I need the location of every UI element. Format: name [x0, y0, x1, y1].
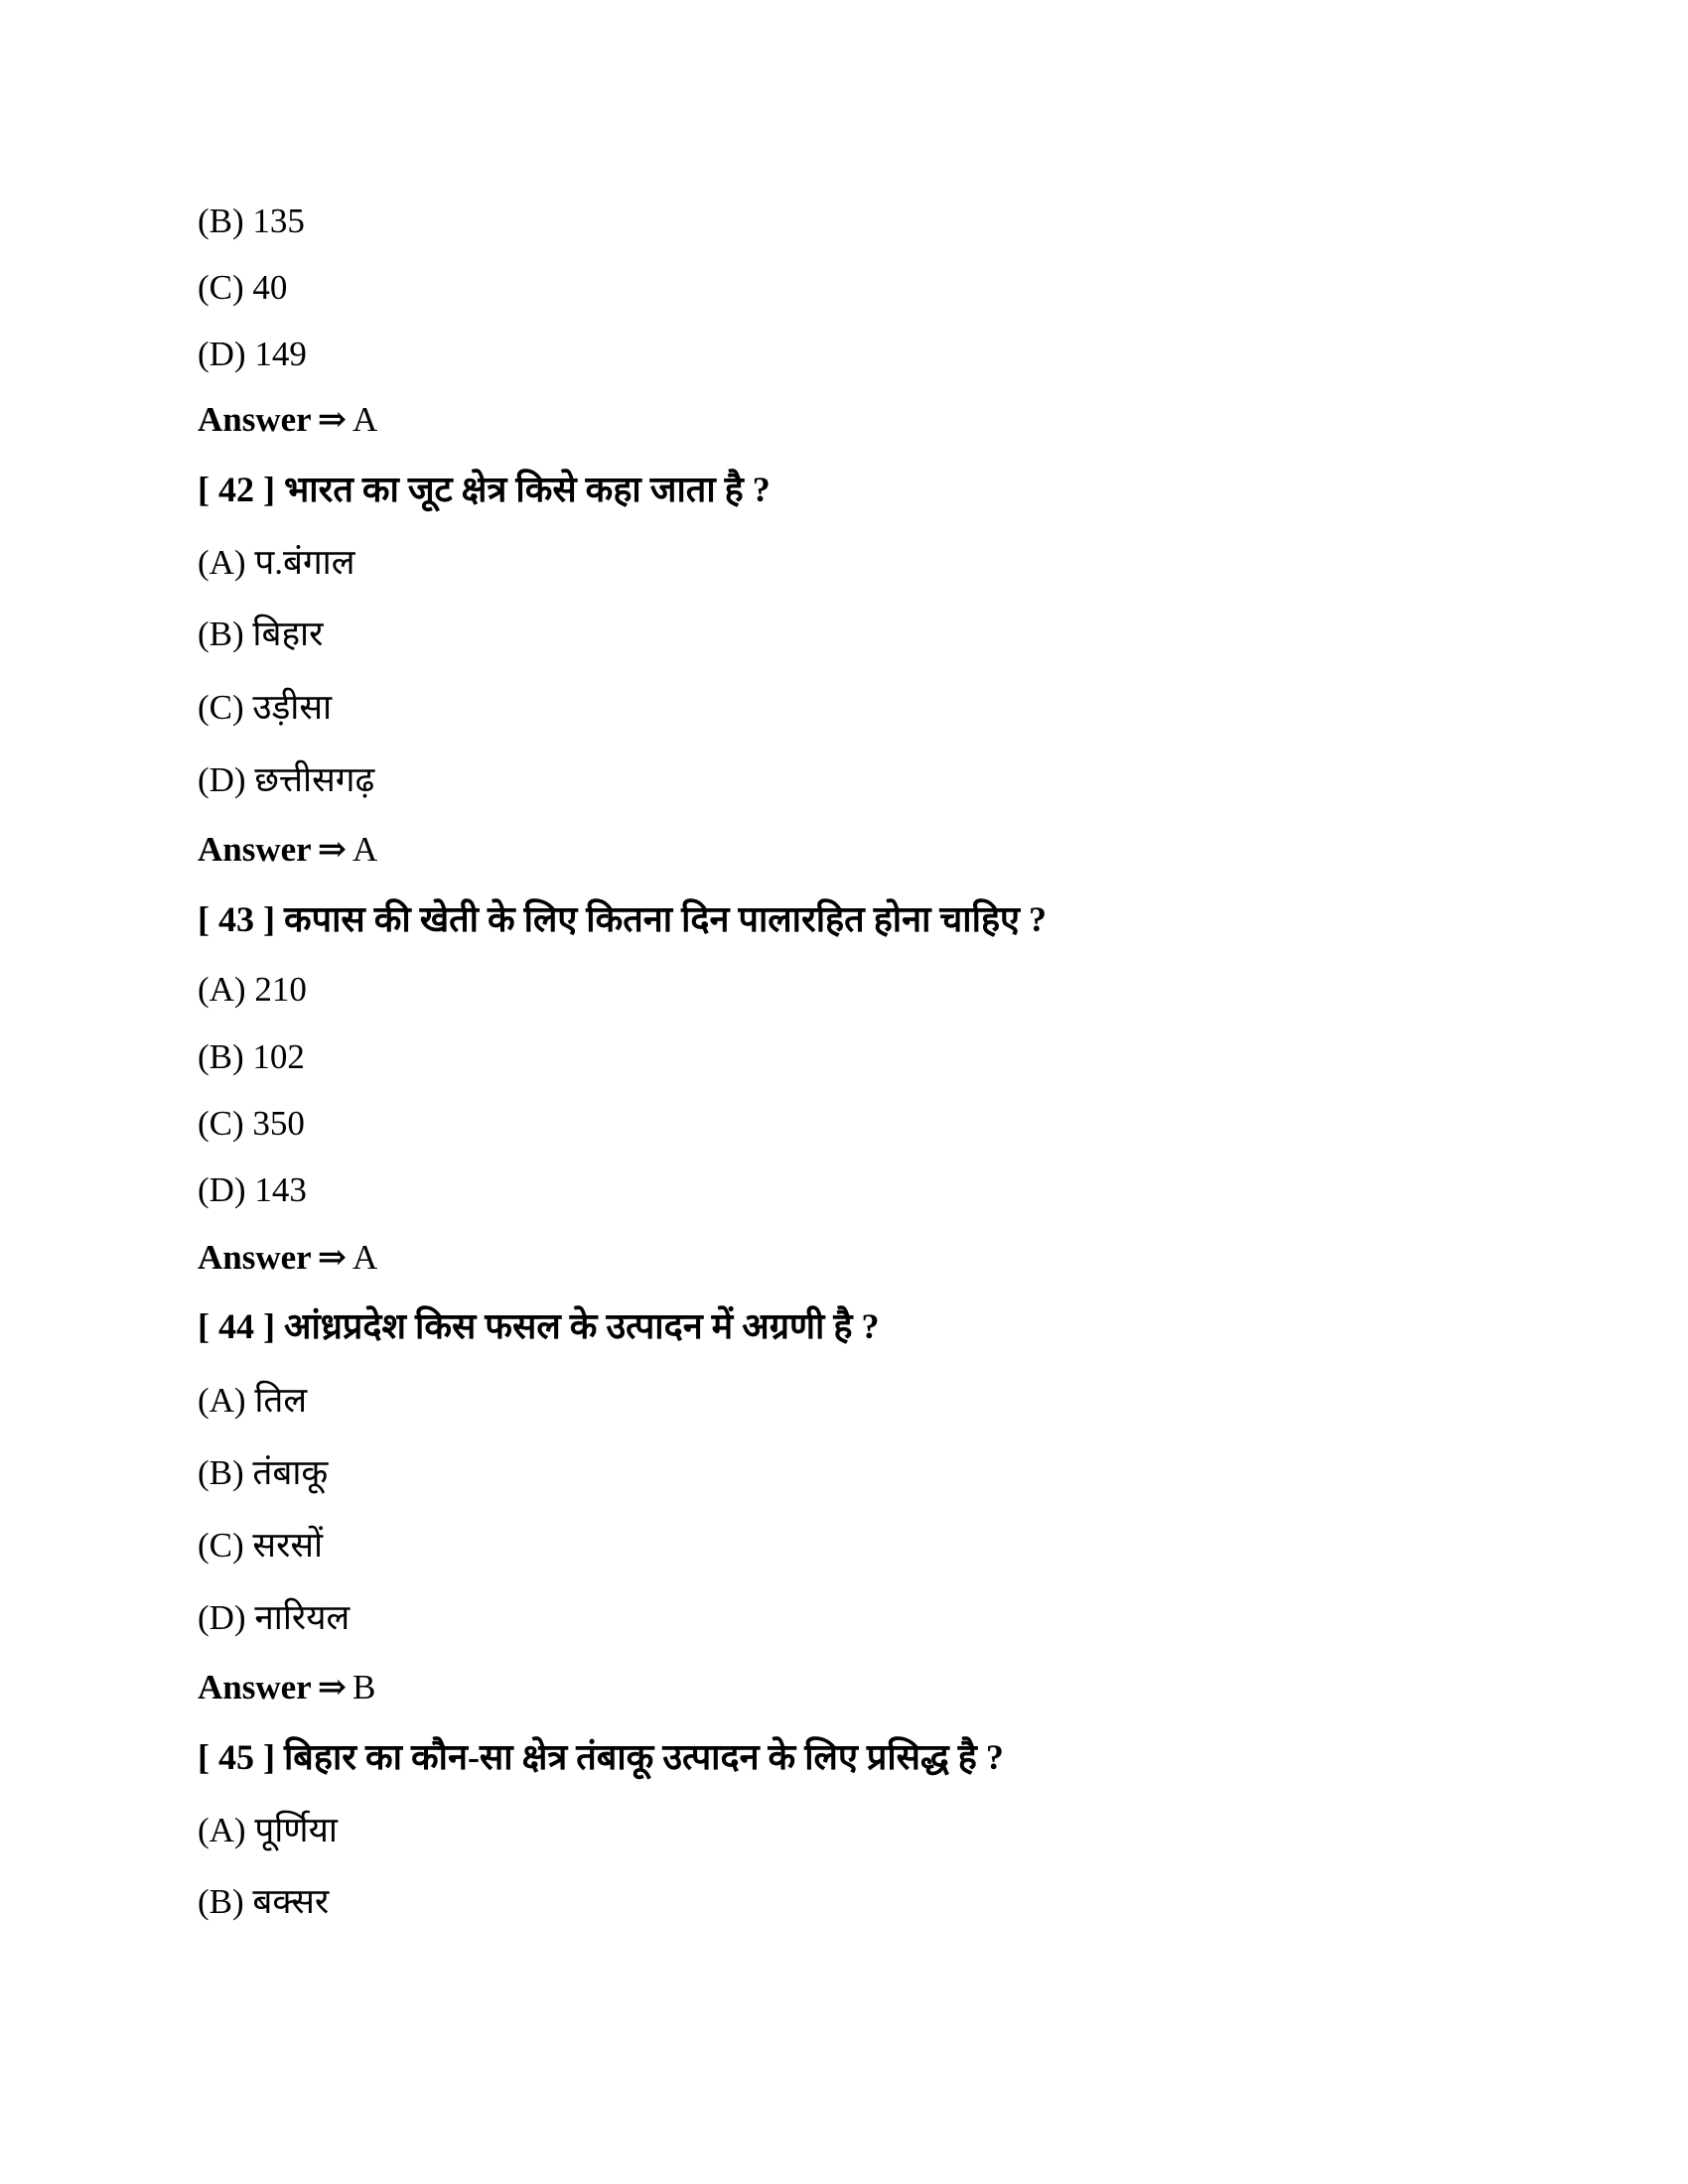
option-text: (D) नारियल: [198, 1598, 351, 1637]
option-text: (A) प.बंगाल: [198, 543, 355, 582]
option-text: (B) तंबाकू: [198, 1453, 329, 1492]
answer-line: [198, 1240, 377, 1275]
answer-value: A: [352, 1238, 378, 1277]
answer-label: Answer: [198, 1238, 312, 1277]
arrow-icon: ⇒: [317, 1238, 348, 1277]
answer-label: Answer: [198, 1668, 312, 1706]
answer-line: [198, 402, 377, 437]
option-text: (B) 135: [198, 202, 305, 240]
option-text: (D) 149: [198, 335, 307, 373]
question-text: [ 42 ] भारत का जूट क्षेत्र किसे कहा जाता है ?: [198, 470, 771, 509]
option-text: (A) 210: [198, 970, 307, 1009]
arrow-icon: ⇒: [317, 830, 348, 869]
answer-value: A: [352, 400, 378, 439]
option-text: (D) छत्तीसगढ़: [198, 760, 375, 799]
option-text: (D) 143: [198, 1170, 307, 1209]
option-text: (B) बिहार: [198, 614, 324, 653]
option-text: (B) 102: [198, 1037, 305, 1076]
option-text: (C) सरसों: [198, 1526, 324, 1565]
answer-value: B: [352, 1668, 376, 1706]
answer-line: [198, 1670, 375, 1705]
answer-value: A: [352, 830, 378, 869]
arrow-icon: ⇒: [317, 1668, 348, 1706]
answer-label: Answer: [198, 400, 312, 439]
answer-label: Answer: [198, 830, 312, 869]
option-text: (C) उड़ीसा: [198, 688, 333, 727]
option-text: (C) 350: [198, 1104, 305, 1143]
answer-line: [198, 832, 377, 867]
option-text: (B) बक्सर: [198, 1882, 330, 1921]
question-text: [ 43 ] कपास की खेती के लिए कितना दिन पालारहित होना चाहिए ?: [198, 899, 1047, 939]
question-text: [ 45 ] बिहार का कौन-सा क्षेत्र तंबाकू उत्पादन के लिए प्रसिद्ध है ?: [198, 1737, 1004, 1777]
option-text: (A) पूर्णिया: [198, 1811, 338, 1849]
arrow-icon: ⇒: [317, 400, 348, 439]
option-text: (A) तिल: [198, 1381, 308, 1420]
question-text: [ 44 ] आंध्रप्रदेश किस फसल के उत्पादन में अग्रणी है ?: [198, 1306, 880, 1346]
option-text: (C) 40: [198, 268, 288, 307]
